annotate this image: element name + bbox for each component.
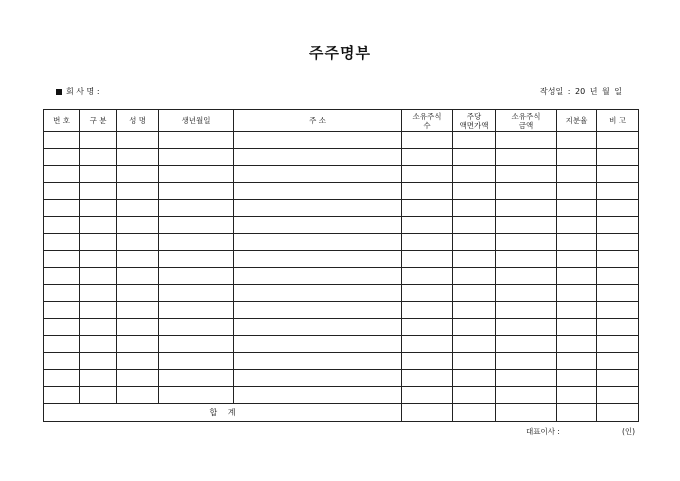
cell-name[interactable]	[117, 268, 159, 285]
col-name: 성 명	[117, 110, 159, 132]
cell-par-value[interactable]	[453, 183, 496, 200]
cell-amount[interactable]	[496, 234, 557, 251]
cell-remarks[interactable]	[597, 183, 639, 200]
cell-address[interactable]	[234, 251, 402, 268]
cell-birthdate[interactable]	[159, 336, 234, 353]
cell-address[interactable]	[234, 183, 402, 200]
cell-category[interactable]	[80, 353, 117, 370]
cell-category[interactable]	[80, 217, 117, 234]
cell-name[interactable]	[117, 183, 159, 200]
cell-par-value[interactable]	[453, 387, 496, 404]
cell-category[interactable]	[80, 285, 117, 302]
cell-category[interactable]	[80, 251, 117, 268]
cell-birthdate[interactable]	[159, 285, 234, 302]
cell-birthdate[interactable]	[159, 166, 234, 183]
cell-name[interactable]	[117, 234, 159, 251]
cell-birthdate[interactable]	[159, 353, 234, 370]
cell-birthdate[interactable]	[159, 234, 234, 251]
table-row	[44, 200, 639, 217]
cell-address[interactable]	[234, 166, 402, 183]
cell-amount[interactable]	[496, 353, 557, 370]
cell-birthdate[interactable]	[159, 200, 234, 217]
cell-par-value[interactable]	[453, 217, 496, 234]
table-row	[44, 166, 639, 183]
cell-number[interactable]	[44, 251, 80, 268]
cell-remarks[interactable]	[597, 200, 639, 217]
cell-ratio[interactable]	[557, 200, 597, 217]
cell-name[interactable]	[117, 200, 159, 217]
cell-shares[interactable]	[402, 183, 453, 200]
cell-ratio[interactable]	[557, 302, 597, 319]
cell-shares[interactable]	[402, 353, 453, 370]
shareholder-register-table	[43, 109, 639, 422]
cell-number[interactable]	[44, 319, 80, 336]
cell-name[interactable]	[117, 319, 159, 336]
cell-shares[interactable]	[402, 132, 453, 149]
cell-ratio[interactable]	[557, 353, 597, 370]
cell-address[interactable]	[234, 132, 402, 149]
col-category: 구 분	[80, 110, 117, 132]
cell-ratio[interactable]	[557, 217, 597, 234]
cell-remarks[interactable]	[597, 149, 639, 166]
cell-birthdate[interactable]	[159, 132, 234, 149]
cell-amount[interactable]	[496, 336, 557, 353]
cell-category[interactable]	[80, 302, 117, 319]
total-par-cell[interactable]	[453, 404, 496, 422]
cell-par-value[interactable]	[453, 166, 496, 183]
cell-shares[interactable]	[402, 251, 453, 268]
cell-category[interactable]	[80, 149, 117, 166]
cell-name[interactable]	[117, 302, 159, 319]
cell-remarks[interactable]	[597, 251, 639, 268]
cell-shares[interactable]	[402, 200, 453, 217]
cell-number[interactable]	[44, 217, 80, 234]
cell-number[interactable]	[44, 302, 80, 319]
cell-amount[interactable]	[496, 149, 557, 166]
cell-number[interactable]	[44, 200, 80, 217]
cell-par-value[interactable]	[453, 234, 496, 251]
cell-shares[interactable]	[402, 285, 453, 302]
cell-remarks[interactable]	[597, 302, 639, 319]
cell-par-value[interactable]	[453, 200, 496, 217]
cell-par-value[interactable]	[453, 353, 496, 370]
cell-number[interactable]	[44, 353, 80, 370]
cell-par-value[interactable]	[453, 285, 496, 302]
cell-name[interactable]	[117, 353, 159, 370]
cell-ratio[interactable]	[557, 251, 597, 268]
cell-amount[interactable]	[496, 268, 557, 285]
cell-ratio[interactable]	[557, 149, 597, 166]
cell-number[interactable]	[44, 166, 80, 183]
cell-shares[interactable]	[402, 234, 453, 251]
cell-number[interactable]	[44, 387, 80, 404]
cell-number[interactable]	[44, 268, 80, 285]
cell-remarks[interactable]	[597, 353, 639, 370]
cell-category[interactable]	[80, 370, 117, 387]
cell-number[interactable]	[44, 285, 80, 302]
cell-name[interactable]	[117, 251, 159, 268]
cell-address[interactable]	[234, 336, 402, 353]
table-row	[44, 319, 639, 336]
cell-address[interactable]	[234, 234, 402, 251]
cell-number[interactable]	[44, 370, 80, 387]
cell-remarks[interactable]	[597, 387, 639, 404]
cell-address[interactable]	[234, 353, 402, 370]
col-ownership-ratio: 지분율	[557, 110, 597, 132]
cell-category[interactable]	[80, 166, 117, 183]
cell-amount[interactable]	[496, 200, 557, 217]
document-title: 주주명부	[309, 44, 371, 62]
cell-remarks[interactable]	[597, 268, 639, 285]
cell-amount[interactable]	[496, 319, 557, 336]
cell-category[interactable]	[80, 132, 117, 149]
cell-address[interactable]	[234, 200, 402, 217]
cell-remarks[interactable]	[597, 166, 639, 183]
cell-ratio[interactable]	[557, 132, 597, 149]
cell-ratio[interactable]	[557, 387, 597, 404]
cell-remarks[interactable]	[597, 319, 639, 336]
cell-shares[interactable]	[402, 319, 453, 336]
cell-category[interactable]	[80, 183, 117, 200]
cell-ratio[interactable]	[557, 336, 597, 353]
cell-birthdate[interactable]	[159, 217, 234, 234]
cell-shares[interactable]	[402, 149, 453, 166]
col-par-value: 주당 액면가액	[453, 110, 496, 132]
cell-par-value[interactable]	[453, 319, 496, 336]
cell-shares[interactable]	[402, 166, 453, 183]
table-row	[44, 353, 639, 370]
table-row	[44, 183, 639, 200]
cell-ratio[interactable]	[557, 370, 597, 387]
cell-name[interactable]	[117, 217, 159, 234]
cell-birthdate[interactable]	[159, 251, 234, 268]
cell-par-value[interactable]	[453, 268, 496, 285]
company-label-text: 회 사 명 :	[66, 87, 100, 96]
total-remarks-cell[interactable]	[597, 404, 639, 422]
cell-category[interactable]	[80, 336, 117, 353]
cell-ratio[interactable]	[557, 183, 597, 200]
representative-label: 대표이사 :	[526, 427, 560, 436]
cell-birthdate[interactable]	[159, 302, 234, 319]
cell-amount[interactable]	[496, 251, 557, 268]
cell-name[interactable]	[117, 166, 159, 183]
cell-number[interactable]	[44, 183, 80, 200]
cell-address[interactable]	[234, 268, 402, 285]
table-row	[44, 217, 639, 234]
seal-mark: (인)	[622, 427, 636, 436]
cell-ratio[interactable]	[557, 285, 597, 302]
cell-par-value[interactable]	[453, 336, 496, 353]
cell-name[interactable]	[117, 370, 159, 387]
cell-number[interactable]	[44, 132, 80, 149]
square-bullet-icon	[56, 89, 62, 95]
cell-remarks[interactable]	[597, 132, 639, 149]
cell-birthdate[interactable]	[159, 319, 234, 336]
cell-par-value[interactable]	[453, 132, 496, 149]
cell-category[interactable]	[80, 387, 117, 404]
cell-name[interactable]	[117, 132, 159, 149]
cell-category[interactable]	[80, 234, 117, 251]
total-row	[44, 404, 639, 422]
table-row	[44, 268, 639, 285]
cell-par-value[interactable]	[453, 251, 496, 268]
table-row	[44, 387, 639, 404]
cell-par-value[interactable]	[453, 370, 496, 387]
cell-par-value[interactable]	[453, 302, 496, 319]
cell-amount[interactable]	[496, 302, 557, 319]
cell-birthdate[interactable]	[159, 370, 234, 387]
cell-birthdate[interactable]	[159, 387, 234, 404]
cell-ratio[interactable]	[557, 234, 597, 251]
table-row	[44, 336, 639, 353]
cell-remarks[interactable]	[597, 336, 639, 353]
col-remarks: 비 고	[597, 110, 639, 132]
cell-remarks[interactable]	[597, 217, 639, 234]
cell-amount[interactable]	[496, 166, 557, 183]
cell-shares[interactable]	[402, 336, 453, 353]
cell-name[interactable]	[117, 336, 159, 353]
cell-name[interactable]	[117, 285, 159, 302]
table-row	[44, 149, 639, 166]
cell-address[interactable]	[234, 319, 402, 336]
cell-amount[interactable]	[496, 370, 557, 387]
cell-amount[interactable]	[496, 183, 557, 200]
cell-par-value[interactable]	[453, 149, 496, 166]
table-row	[44, 234, 639, 251]
cell-shares[interactable]	[402, 302, 453, 319]
cell-address[interactable]	[234, 285, 402, 302]
table-row	[44, 251, 639, 268]
total-amount-cell[interactable]	[496, 404, 557, 422]
cell-remarks[interactable]	[597, 370, 639, 387]
cell-number[interactable]	[44, 336, 80, 353]
col-birthdate: 생년월일	[159, 110, 234, 132]
cell-address[interactable]	[234, 302, 402, 319]
header-row	[44, 110, 639, 132]
cell-remarks[interactable]	[597, 285, 639, 302]
cell-birthdate[interactable]	[159, 268, 234, 285]
col-address: 주 소	[234, 110, 402, 132]
company-name-label	[56, 86, 100, 97]
cell-shares[interactable]	[402, 268, 453, 285]
cell-ratio[interactable]	[557, 319, 597, 336]
cell-ratio[interactable]	[557, 166, 597, 183]
cell-category[interactable]	[80, 200, 117, 217]
table-row	[44, 370, 639, 387]
col-number: 번 호	[44, 110, 80, 132]
cell-amount[interactable]	[496, 217, 557, 234]
cell-shares[interactable]	[402, 217, 453, 234]
cell-birthdate[interactable]	[159, 149, 234, 166]
cell-amount[interactable]	[496, 387, 557, 404]
table-row	[44, 302, 639, 319]
table-row	[44, 285, 639, 302]
cell-amount[interactable]	[496, 285, 557, 302]
cell-category[interactable]	[80, 319, 117, 336]
cell-category[interactable]	[80, 268, 117, 285]
cell-birthdate[interactable]	[159, 183, 234, 200]
cell-address[interactable]	[234, 387, 402, 404]
col-shares-owned: 소유주식 수	[402, 110, 453, 132]
cell-address[interactable]	[234, 370, 402, 387]
cell-address[interactable]	[234, 149, 402, 166]
cell-shares[interactable]	[402, 370, 453, 387]
col-share-amount: 소유주식 금액	[496, 110, 557, 132]
total-label: 합 계	[44, 404, 402, 422]
cell-number[interactable]	[44, 234, 80, 251]
table-row	[44, 132, 639, 149]
cell-amount[interactable]	[496, 132, 557, 149]
cell-name[interactable]	[117, 149, 159, 166]
cell-address[interactable]	[234, 217, 402, 234]
total-ratio-cell[interactable]	[557, 404, 597, 422]
cell-ratio[interactable]	[557, 268, 597, 285]
cell-number[interactable]	[44, 149, 80, 166]
cell-name[interactable]	[117, 387, 159, 404]
cell-remarks[interactable]	[597, 234, 639, 251]
cell-shares[interactable]	[402, 387, 453, 404]
total-shares-cell[interactable]	[402, 404, 453, 422]
date-label: 작성일 : 20 년 월 일	[540, 87, 622, 96]
